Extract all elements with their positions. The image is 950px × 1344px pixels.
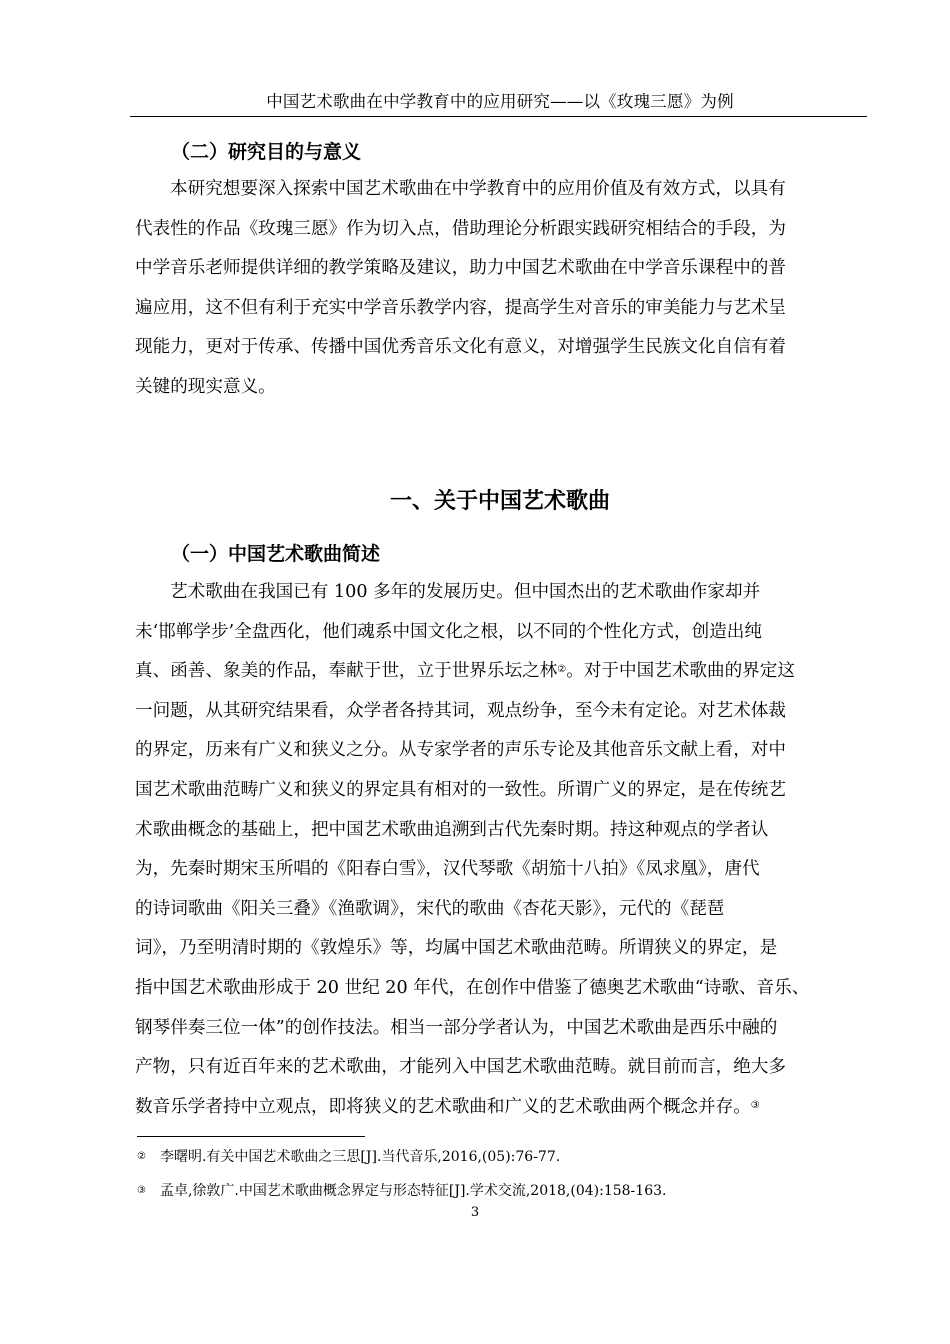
paragraph-line [135,652,865,692]
paragraph-line: 词》，乃至明清时期的《敦煌乐》等，均属中国艺术歌曲范畴。所谓狭义的界定，是 [135,938,778,959]
paragraph-line: 指中国艺术歌曲形成于 20 世纪 20 年代，在创作中借鉴了德奥艺术歌曲“诗歌、音乐、 [135,977,810,998]
paragraph-line: 艺术歌曲在我国已有 100 多年的发展历史。但中国杰出的艺术歌曲作家却并 [170,582,761,602]
paragraph-line: 的诗词歌曲《阳关三叠》《渔歌调》，宋代的歌曲《杏花天影》，元代的《琵琶 [135,898,725,919]
footnote-text: 孟卓,徐敦广.中国艺术歌曲概念界定与形态特征[J].学术交流,2018,(04):158-163. [159,1183,667,1199]
footnote-item [137,1147,560,1167]
footnote-ref[interactable]: ② [557,664,567,676]
line-text: 真、函善、象美的作品，奉献于世，立于世界乐坛之林 [135,661,558,682]
footnote-separator [137,1136,365,1137]
paragraph-line: 产物，只有近百年来的艺术歌曲，才能列入中国艺术歌曲范畴。就目前而言，绝大多 [135,1057,786,1078]
paragraph-line: 中学音乐老师提供详细的教学策略及建议，助力中国艺术歌曲在中学音乐课程中的普 [135,258,786,279]
footnote-item [137,1181,666,1201]
paragraph-overview [135,573,865,1127]
section-heading-overview: （一）中国艺术歌曲简述 [171,543,381,565]
line-text-after: 。对于中国艺术歌曲的界定这 [566,661,795,682]
paragraph-line: 国艺术歌曲范畴广义和狭义的界定具有相对的一致性。所谓广义的界定，是在传统艺 [135,779,786,800]
paragraph-line: 的界定，历来有广义和狭义之分。从专家学者的声乐专论及其他音乐文献上看，对中 [135,740,786,761]
paragraph-line: 代表性的作品《玫瑰三愿》作为切入点，借助理论分析跟实践研究相结合的手段，为 [135,218,786,239]
paragraph-line: 未‘邯郸学步’全盘西化，他们魂系中国文化之根，以不同的个性化方式，创造出纯 [135,621,762,642]
page-number: 3 [470,1205,480,1220]
paragraph-line: 现能力，更对于传承、传播中国优秀音乐文化有意义，对增强学生民族文化自信有着 [135,337,786,358]
footnote-mark: ③ [137,1185,146,1196]
footnote-ref[interactable]: ③ [750,1099,760,1111]
paragraph-line [135,1088,865,1128]
paragraph-line: 一问题，从其研究结果看，众学者各持其词，观点纷争，至今未有定论。对艺术体裁 [135,700,786,721]
running-header: 中国艺术歌曲在中学教育中的应用研究——以《玫瑰三愿》为例 [266,92,734,111]
paragraph-purpose [135,170,865,408]
footnote-mark: ② [137,1151,146,1162]
line-text: 数音乐学者持中立观点，即将狭义的艺术歌曲和广义的艺术歌曲两个概念并存。 [135,1096,751,1117]
paragraph-line: 本研究想要深入探索中国艺术歌曲在中学教育中的应用价值及有效方式，以具有 [170,179,786,199]
section-heading-purpose: （二）研究目的与意义 [171,141,362,163]
footnote-text: 李曙明.有关中国艺术歌曲之三思[J].当代音乐,2016,(05):76-77. [159,1149,561,1165]
paragraph-line: 为，先秦时期宋玉所唱的《阳春白雪》，汉代琴歌《胡笳十八拍》《凤求凰》，唐代 [135,859,760,880]
paragraph-line: 遍应用，这不但有利于充实中学音乐教学内容，提高学生对音乐的审美能力与艺术呈 [135,297,786,318]
paragraph-line: 术歌曲概念的基础上，把中国艺术歌曲追溯到古代先秦时期。持这种观点的学者认 [135,819,769,840]
header-rule [130,116,867,117]
chapter-heading: 一、关于中国艺术歌曲 [389,489,610,514]
paragraph-line: 关键的现实意义。 [135,376,276,397]
paragraph-line: 钢琴伴奏三位一体”的创作技法。相当一部分学者认为，中国艺术歌曲是西乐中融的 [135,1017,778,1038]
